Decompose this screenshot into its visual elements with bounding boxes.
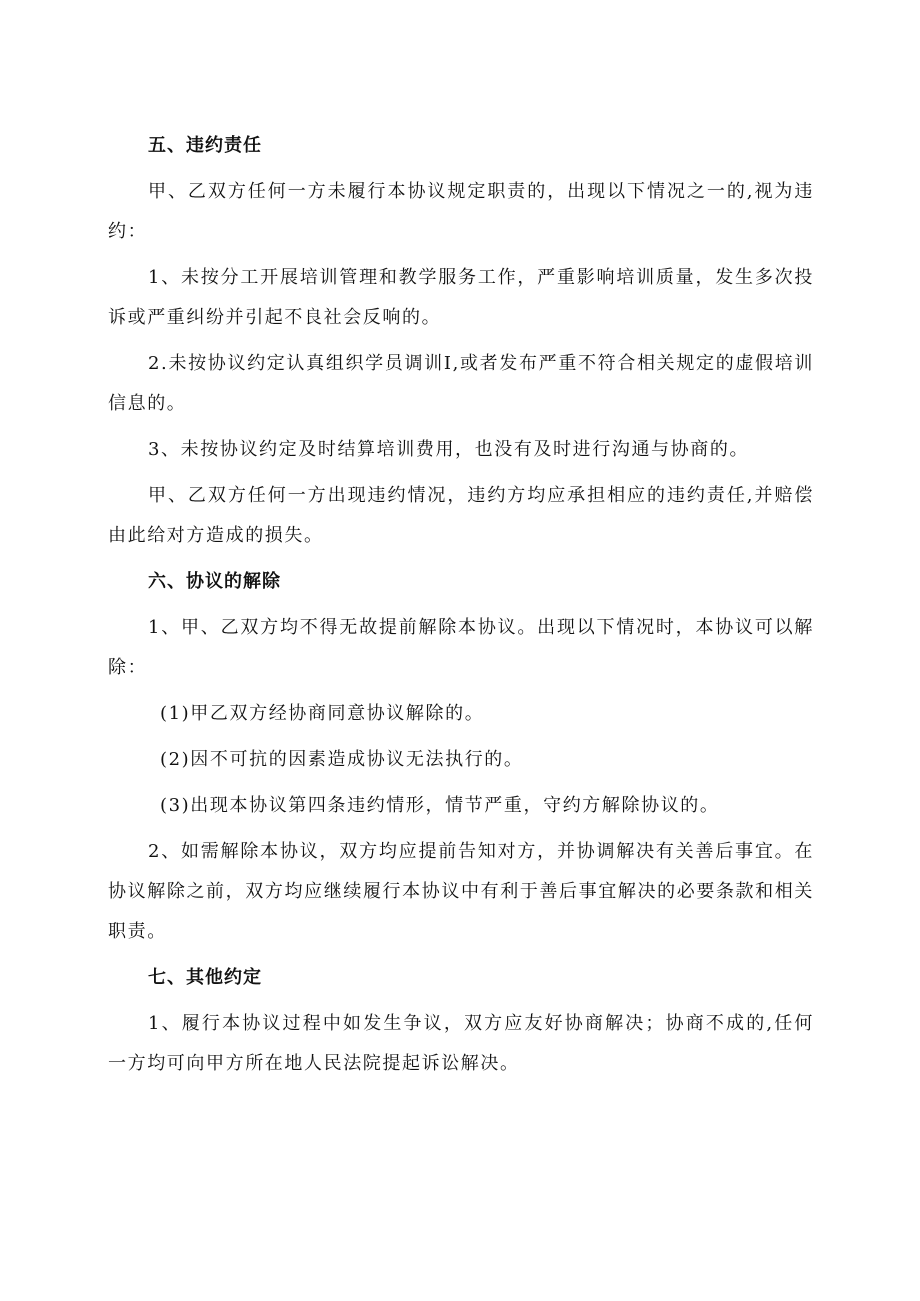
termination-subitem-3: (3)出现本协议第四条违约情形，情节严重，守约方解除协议的。: [160, 795, 720, 816]
breach-item-1: 1、未按分工开展培训管理和教学服务工作，严重影响培训质量，发生多次投诉或严重纠纷并引起不良社会反响的。: [108, 267, 814, 328]
document-page: [108, 126, 814, 1090]
other-item-1: 1、履行本协议过程中如发生争议，双方应友好协商解决；协商不成的,任何一方均可向甲方所在地人民法院提起诉讼解决。: [108, 1013, 814, 1074]
section-heading-other: 七、其他约定: [148, 967, 262, 988]
termination-item-2: 2、如需解除本协议，双方均应提前告知对方，并协调解决有关善后事宜。在协议解除之前，双方均应继续履行本协议中有利于善后事宜解决的必要条款和相关职责。: [108, 841, 814, 942]
breach-intro-paragraph: 甲、乙双方任何一方未履行本协议规定职责的，出现以下情况之一的,视为违约：: [108, 181, 814, 242]
termination-subitem-2: (2)因不可抗的因素造成协议无法执行的。: [160, 749, 524, 770]
section-heading-termination: 六、协议的解除: [148, 571, 281, 592]
breach-item-2: 2.未按协议约定认真组织学员调训I,或者发布严重不符合相关规定的虚假培训信息的。: [108, 353, 814, 414]
breach-item-3: 3、未按协议约定及时结算培训费用，也没有及时进行沟通与协商的。: [148, 439, 750, 460]
section-heading-breach: 五、违约责任: [148, 135, 262, 156]
termination-subitem-1: (1)甲乙双方经协商同意协议解除的。: [160, 703, 485, 724]
breach-closing-paragraph: 甲、乙双方任何一方出现违约情况，违约方均应承担相应的违约责任,并赔偿由此给对方造成的损失。: [108, 485, 814, 546]
termination-item-1: 1、甲、乙双方均不得无故提前解除本协议。出现以下情况时，本协议可以解除：: [108, 617, 814, 678]
